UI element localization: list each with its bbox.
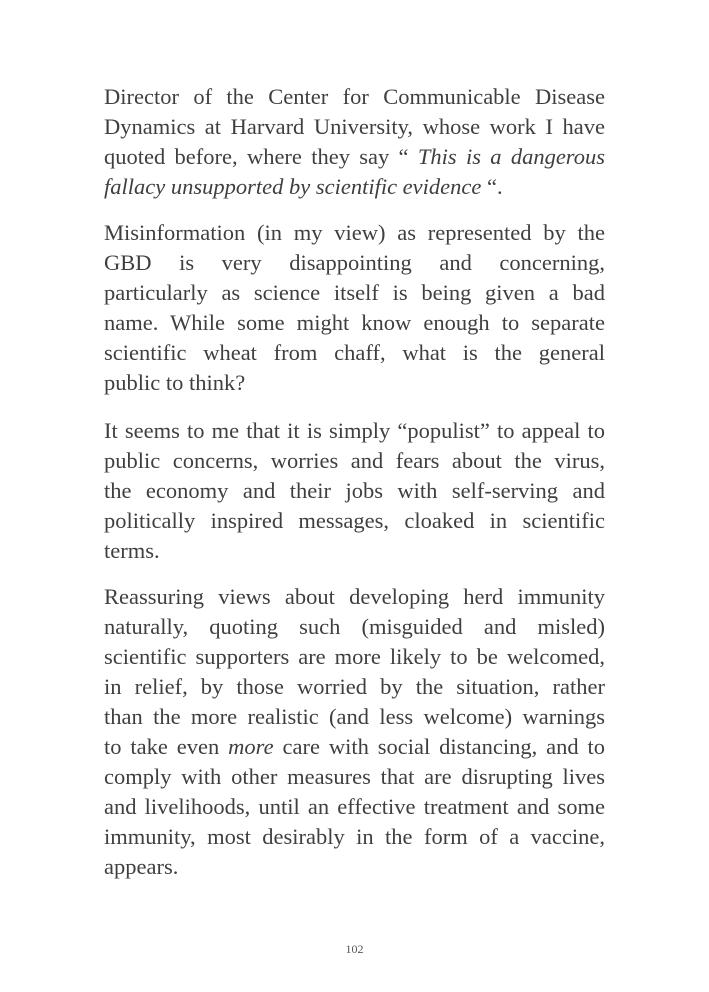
text-segment: public to think? bbox=[104, 370, 246, 395]
text-segment: Director of the Center for Communicable Disease bbox=[104, 84, 605, 109]
italic-text: fallacy unsupported by scientific evidence bbox=[104, 174, 482, 199]
text-segment: appears. bbox=[104, 854, 179, 879]
text-segment: Dynamics at Harvard University, whose work I have bbox=[104, 114, 605, 139]
text-segment: It seems to me that it is simply “populist” to appeal to bbox=[104, 418, 605, 443]
text-segment: Reassuring views about developing herd immunity bbox=[104, 584, 605, 609]
text-segment: to take even bbox=[104, 734, 229, 759]
text-line bbox=[104, 792, 605, 822]
text-segment: in relief, by those worried by the situation, rather bbox=[104, 674, 605, 699]
text-segment: scientific wheat from chaff, what is the general bbox=[104, 340, 605, 365]
text-segment: the economy and their jobs with self-serving and bbox=[104, 478, 605, 503]
text-segment: naturally, quoting such (misguided and misled) bbox=[104, 614, 605, 639]
text-line bbox=[104, 732, 605, 762]
text-segment: scientific supporters are more likely to be welcomed, bbox=[104, 644, 605, 669]
text-segment: quoted before, where they say “ bbox=[104, 144, 418, 169]
text-line bbox=[104, 762, 605, 792]
text-line bbox=[104, 278, 605, 308]
text-segment: terms. bbox=[104, 538, 160, 563]
text-line bbox=[104, 308, 605, 338]
page-number: 102 bbox=[345, 942, 364, 956]
paragraph bbox=[104, 582, 605, 882]
text-line bbox=[104, 142, 605, 172]
text-line bbox=[104, 702, 605, 732]
text-segment: immunity, most desirably in the form of a vaccine, bbox=[104, 824, 605, 849]
paragraph bbox=[104, 82, 605, 202]
text-line bbox=[104, 536, 605, 566]
text-segment: and livelihoods, until an effective treatment and some bbox=[104, 794, 605, 819]
text-segment: name. While some might know enough to separate bbox=[104, 310, 605, 335]
italic-text: This is a dangerous bbox=[417, 144, 605, 169]
paragraph bbox=[104, 218, 605, 398]
text-line bbox=[104, 172, 605, 202]
text-segment: politically inspired messages, cloaked in scientific bbox=[104, 508, 605, 533]
text-line bbox=[104, 852, 605, 882]
text-line bbox=[104, 446, 605, 476]
text-line bbox=[104, 582, 605, 612]
text-line bbox=[104, 822, 605, 852]
text-line bbox=[104, 338, 605, 368]
text-segment: Misinformation (in my view) as represented by the bbox=[104, 220, 605, 245]
text-segment: care with social distancing, and to bbox=[273, 734, 606, 759]
text-line bbox=[104, 248, 605, 278]
text-segment: GBD is very disappointing and concerning, bbox=[104, 250, 605, 275]
text-line bbox=[104, 112, 605, 142]
text-line bbox=[104, 672, 605, 702]
text-line bbox=[104, 368, 605, 398]
text-segment: comply with other measures that are disrupting lives bbox=[104, 764, 605, 789]
text-segment: than the more realistic (and less welcome) warnings bbox=[104, 704, 605, 729]
text-line bbox=[104, 218, 605, 248]
text-segment: particularly as science itself is being given a bad bbox=[104, 280, 605, 305]
text-line bbox=[104, 416, 605, 446]
text-line bbox=[104, 612, 605, 642]
text-line bbox=[104, 506, 605, 536]
text-line bbox=[104, 476, 605, 506]
text-line bbox=[104, 82, 605, 112]
text-line bbox=[104, 642, 605, 672]
paragraph bbox=[104, 416, 605, 566]
text-segment: “. bbox=[481, 174, 503, 199]
italic-text: more bbox=[228, 734, 274, 759]
text-segment: public concerns, worries and fears about the virus, bbox=[104, 448, 605, 473]
